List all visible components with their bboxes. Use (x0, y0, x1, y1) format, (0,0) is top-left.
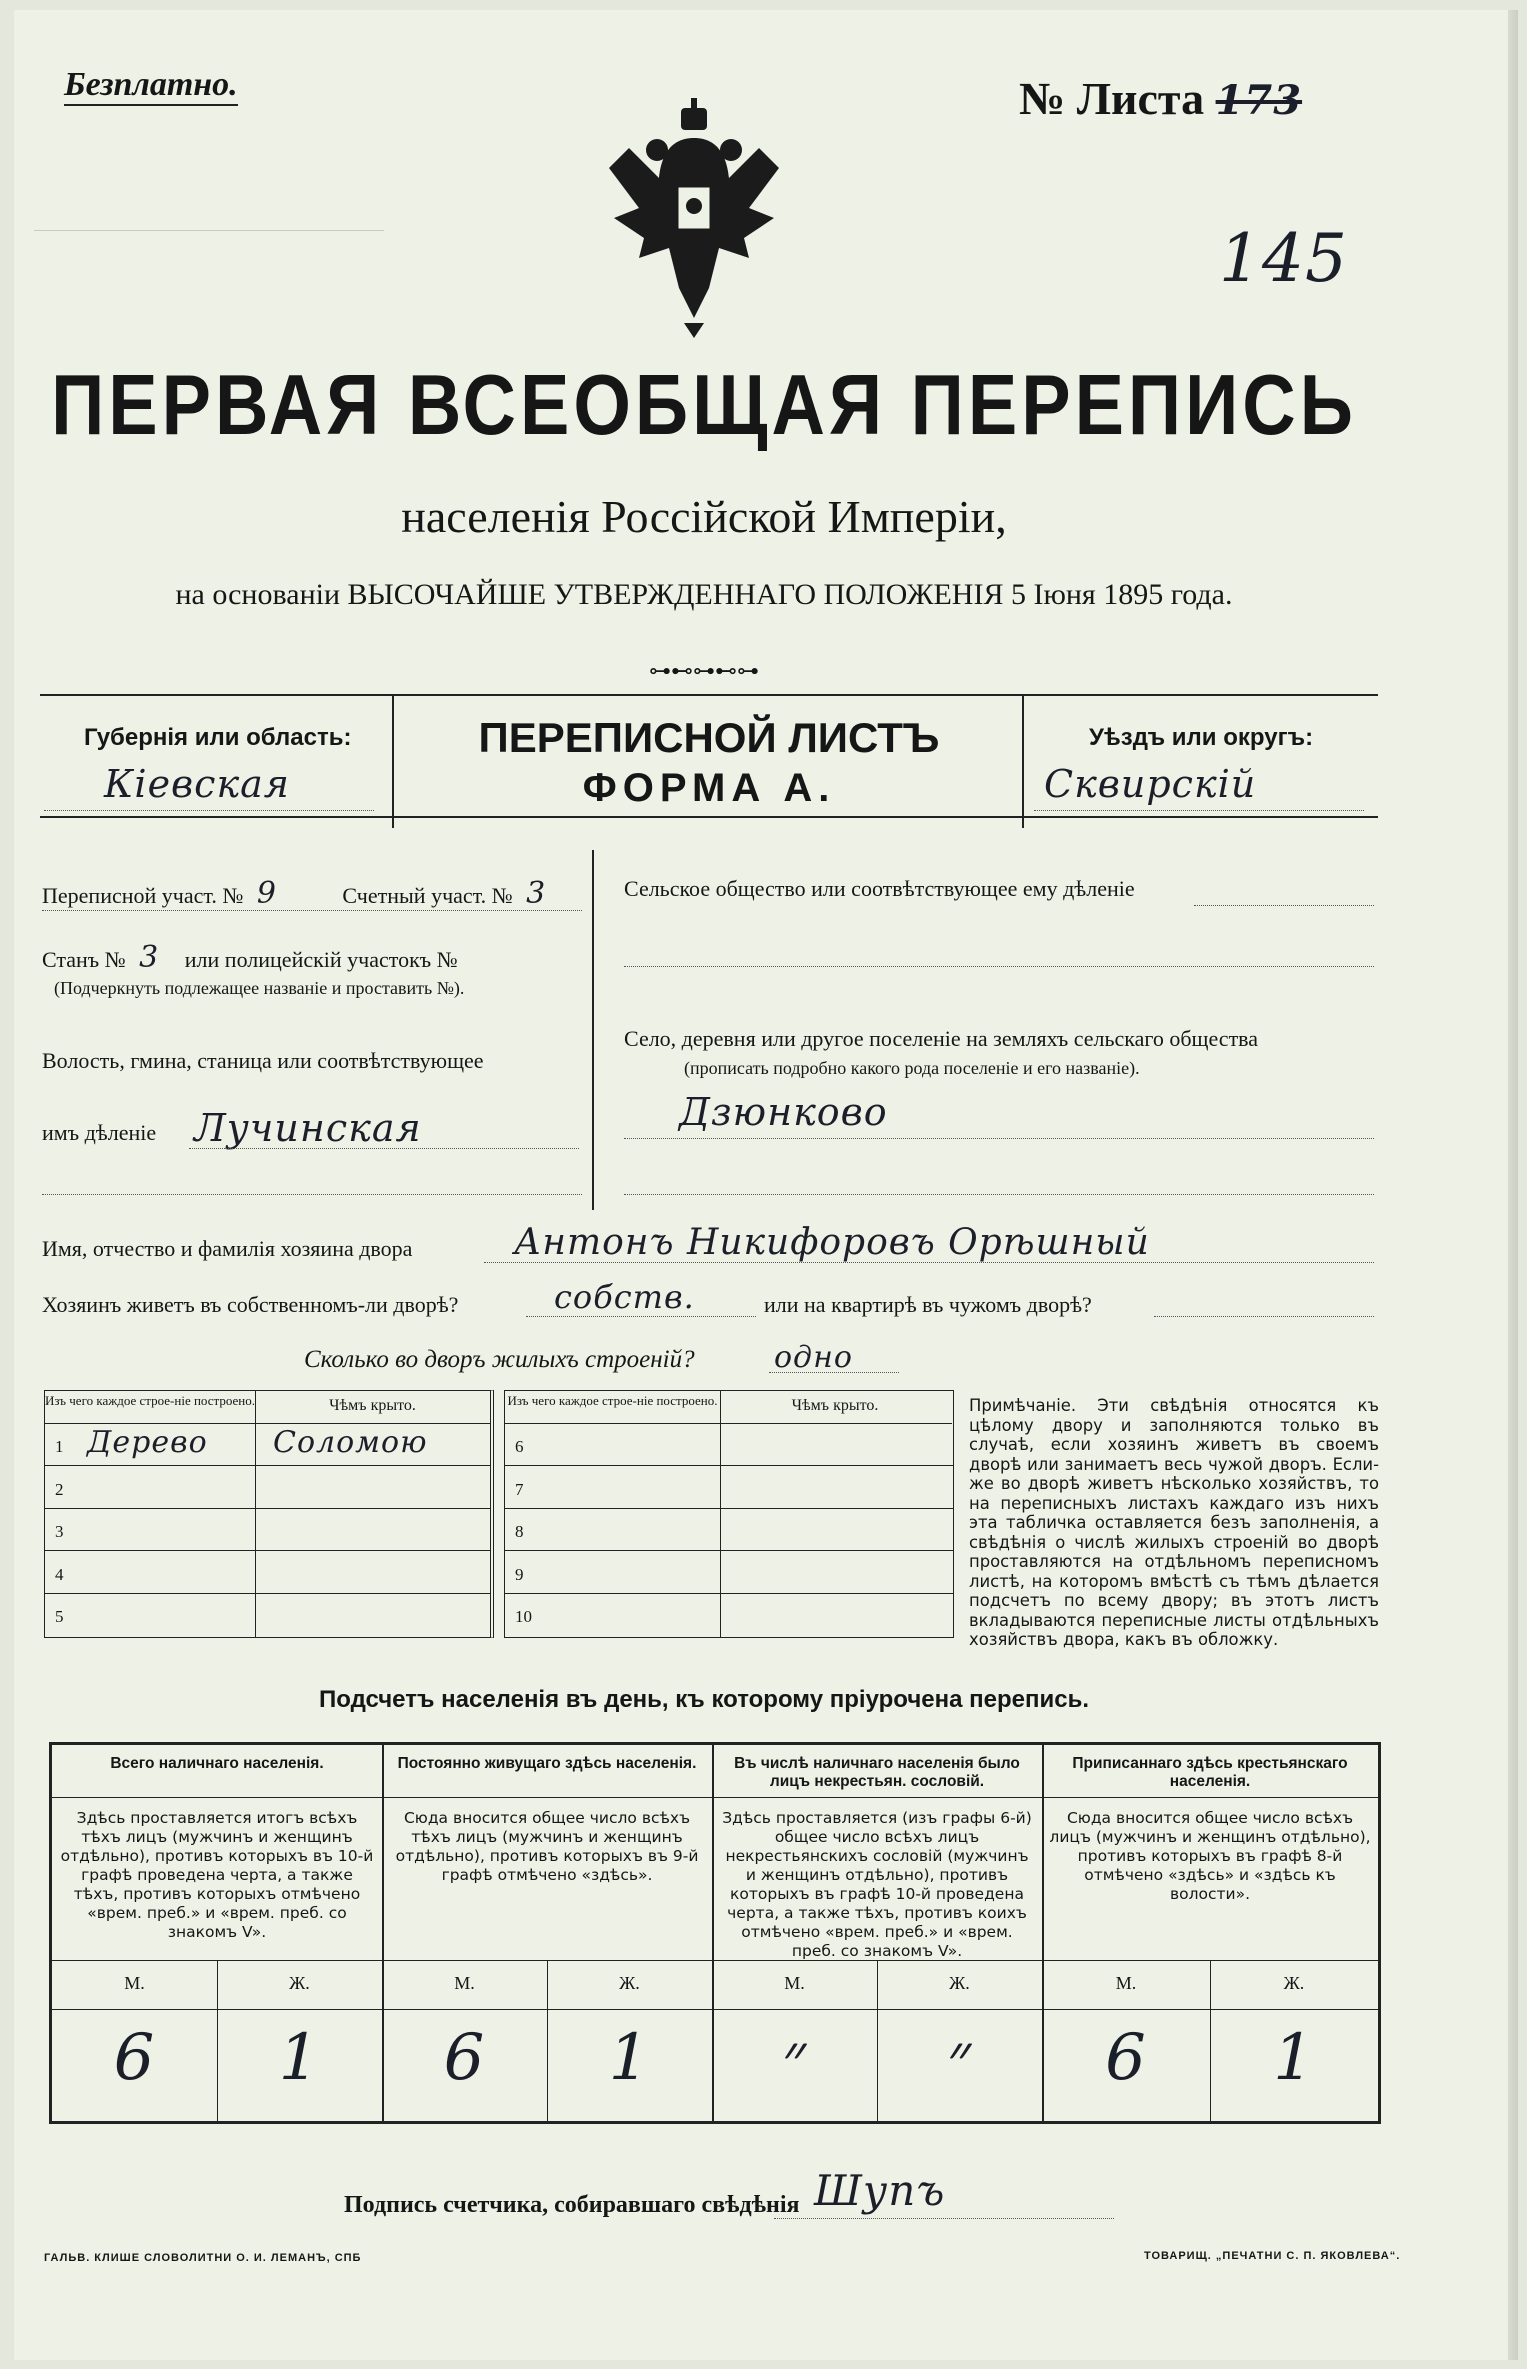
divider (40, 694, 1378, 696)
uezd-label: Уѣздъ или округъ: (1089, 724, 1314, 751)
count-column (1042, 1745, 1378, 2121)
divider (1042, 1797, 1378, 1798)
count-column-desc: Сюда вносится общее число всѣхъ лицъ (мужчинъ и женщинъ отдѣльно), противъ которыхъ въ графѣ 8-й отмѣчено «здѣсь» и «здѣсь къ волости». (1049, 1809, 1371, 1903)
note-text: Примѣчаніе. Эти свѣдѣнія относятся къ цѣлому двору и заполняются только въ случаѣ, если хозяинъ живетъ въ своемъ дворѣ или занимаетъ весь чужой дворъ. Если-же во дворѣ живетъ нѣсколько хозяйствъ, то на переписныхъ листахъ каждаго изъ нихъ эта табличка оставляется безъ заполненія, а свѣдѣнія о числѣ жилыхъ строеній во дворѣ проставляются на отдѣльномъ переписномъ листѣ, на которомъ вмѣстѣ съ тѣмъ дѣлается подсчетъ по всему двору; въ этотъ листъ вкладываются переписные листы отдѣльныхъ хозяйствъ двора, какъ въ обложку. (969, 1396, 1379, 1649)
sheet-number-label (1019, 72, 1302, 125)
row-number: 5 (55, 1607, 64, 1626)
police-label: или полицейскій участокъ № (184, 947, 458, 972)
male-count: 6 (1105, 2021, 1147, 2095)
stan-label: Станъ № (42, 947, 126, 972)
row-number: 7 (515, 1479, 524, 1499)
guberniya-value: Кіевская (104, 762, 290, 806)
fill-line (526, 1316, 756, 1317)
uezd-value: Сквирскій (1044, 762, 1257, 806)
male-header: М. (124, 1973, 145, 1993)
sheet-number-text: № Листа (1019, 73, 1205, 124)
male-header: М. (454, 1973, 475, 1993)
selo-note: (прописать подробно какого рода поселеніе и его названіе). (684, 1058, 1140, 1078)
fill-line (624, 1194, 1374, 1195)
count-column-head: Приписаннаго здѣсь крестьянскаго населенія. (1072, 1755, 1348, 1790)
female-header: Ж. (619, 1973, 640, 1993)
row-number: 9 (515, 1564, 524, 1584)
count-column (382, 1745, 712, 2121)
free-label: Безплатно. (64, 66, 238, 106)
divider (592, 850, 594, 1210)
row-number: 3 (55, 1522, 64, 1541)
count-column-head: Постоянно живущаго здѣсь населенія. (397, 1755, 697, 1772)
perepis-field (42, 876, 546, 911)
count-column (52, 1745, 382, 2121)
signature-value: Шупъ (814, 2166, 946, 2215)
volost-value: Лучинская (194, 1106, 422, 1150)
female-count: 1 (1273, 2021, 1315, 2095)
row-number: 1 (55, 1437, 64, 1456)
material-value: Дерево (87, 1425, 208, 1460)
count-column-desc: Сюда вносится общее число всѣхъ тѣхъ лицъ (мужчинъ и женщинъ отдѣльно), противъ которыхъ въ 9-й графѣ отмѣчено «здѣсь». (395, 1809, 699, 1884)
material-header: Изъ чего каждое строе-ніе построено. (507, 1393, 718, 1408)
title-main: ПЕРВАЯ ВСЕОБЩАЯ ПЕРЕПИСЬ (51, 356, 1357, 453)
selo-value: Дзюнково (679, 1090, 888, 1134)
building-row (505, 1508, 953, 1550)
divider (392, 694, 394, 828)
buildings-label: Сколько во дворъ жилыхъ строеній? (304, 1346, 695, 1373)
fill-line (774, 2218, 1114, 2219)
selo-label: Село, деревня или другое поселеніе на земляхъ сельскаго общества (624, 1026, 1259, 1051)
form-label: ФОРМА А. (582, 766, 836, 810)
title-sub: населенія Россійской Имперіи, (401, 491, 1007, 542)
volost-label: Волость, гмина, станица или соотвѣтствующее (42, 1048, 484, 1073)
stan-field (42, 940, 458, 975)
fill-line (769, 1372, 899, 1373)
female-count: ״ (946, 2021, 973, 2095)
footer-left: ГАЛЬВ. КЛИШЕ СЛОВОЛИТНИ О. И. ЛЕМАНЪ, СПБ (44, 2252, 362, 2264)
schet-label: Счетный участ. № (342, 883, 513, 908)
buildings-value: одно (774, 1340, 853, 1375)
divider (712, 1797, 1042, 1798)
police-note: (Подчеркнуть подлежащее названіе и проставить №). (54, 978, 465, 998)
fill-line (42, 1194, 582, 1195)
owner-or-label: или на квартирѣ въ чужомъ дворѣ? (764, 1292, 1092, 1317)
divider (1022, 694, 1024, 828)
female-header: Ж. (289, 1973, 310, 1993)
fill-line (1034, 810, 1364, 811)
row-number: 2 (55, 1479, 64, 1499)
female-count: 1 (278, 2021, 321, 2095)
count-table (49, 1742, 1381, 2124)
building-row (505, 1466, 953, 1508)
owner-name-label: Имя, отчество и фамилія хозяина двора (42, 1236, 413, 1261)
fill-line (44, 810, 374, 811)
roof-value: Соломою (273, 1425, 428, 1460)
owner-name-value: Антонъ Никифоровъ Орѣшный (514, 1222, 1150, 1263)
count-title: Подсчетъ населенія въ день, къ которому пріурочена перепись. (319, 1686, 1089, 1713)
roof-header: Чѣмъ крыто. (791, 1397, 879, 1414)
sheet-number-handwritten: 145 (1219, 220, 1348, 297)
male-count: ״ (781, 2021, 808, 2095)
fill-line (42, 910, 582, 911)
stan-value: 3 (139, 940, 160, 975)
count-column-desc: Здѣсь проставляется (изъ графы 6-й) общее число всѣхъ лицъ некрестьянскихъ сословій (мужчинъ и женщинъ отдѣльно), противъ которыхъ въ графѣ 10-й проведена черта, а также тѣхъ, противъ коихъ отмѣчено «врем. преб.» и «врем. преб. со знакомъ V». (722, 1809, 1032, 1960)
count-column-head: Въ числѣ наличнаго населенія было лицъ некрестьян. сословій. (734, 1755, 1020, 1790)
footer-right: ТОВАРИЩ. „ПЕЧАТНИ С. П. ЯКОВЛЕВА“. (1144, 2250, 1401, 2262)
divider (382, 1797, 712, 1798)
fill-line (1154, 1316, 1374, 1317)
female-header: Ж. (1283, 1973, 1305, 1993)
selskoe-label: Сельское общество или соотвѣтствующее ему дѣленіе (624, 876, 1135, 901)
buildings-table-right (504, 1390, 954, 1638)
building-row (45, 1508, 490, 1550)
count-column-desc: Здѣсь проставляется итогъ всѣхъ тѣхъ лицъ (мужчинъ и женщинъ отдѣльно), противъ которыхъ въ 10-й графѣ проведена черта, а также тѣхъ, противъ которыхъ отмѣчено «врем. преб.» и «врем. преб. со знакомъ V». (60, 1809, 374, 1941)
perepis-label: Переписной участ. № (42, 883, 244, 908)
fill-line (1194, 905, 1374, 906)
row-number: 10 (515, 1607, 532, 1626)
bleed-through (34, 230, 394, 231)
ornament-divider: ⊶⊷⊶⊷⊶ (649, 658, 759, 683)
guberniya-label: Губернія или область: (84, 724, 352, 751)
count-column-head: Всего наличнаго населенія. (110, 1755, 324, 1772)
female-header: Ж. (949, 1973, 970, 1993)
schet-value: 3 (526, 876, 547, 911)
building-row (45, 1593, 490, 1635)
divider (40, 816, 1378, 818)
sheet-title: ПЕРЕПИСНОЙ ЛИСТЪ (478, 714, 940, 761)
row-number: 6 (515, 1437, 524, 1456)
title-basis: на основаніи ВЫСОЧАЙШЕ УТВЕРЖДЕННАГО ПОЛОЖЕНІЯ 5 Іюня 1895 года. (175, 578, 1233, 611)
fill-line (624, 1138, 1374, 1139)
fill-line (624, 966, 1374, 967)
fill-line (484, 1262, 1374, 1263)
building-row (45, 1466, 490, 1508)
owner-lives-value: собств. (554, 1278, 695, 1316)
male-count: 6 (443, 2021, 486, 2095)
row-number: 8 (515, 1522, 524, 1541)
buildings-table-left (44, 1390, 494, 1638)
signature-label: Подпись счетчика, собиравшаго свѣдѣнія (344, 2192, 800, 2218)
roof-header: Чѣмъ крыто. (329, 1397, 416, 1414)
divider (52, 1797, 382, 1798)
building-row (505, 1551, 953, 1593)
building-row (505, 1593, 953, 1635)
count-column (712, 1745, 1042, 2121)
building-row (45, 1423, 490, 1465)
double-headed-eagle-icon (599, 98, 789, 338)
owner-lives-label: Хозяинъ живетъ въ собственномъ-ли дворѣ? (42, 1292, 459, 1317)
male-header: М. (784, 1973, 805, 1993)
sheet-number-struck: 173 (1215, 77, 1303, 124)
row-number: 4 (55, 1564, 64, 1584)
building-row (505, 1423, 953, 1465)
male-count: 6 (113, 2021, 156, 2095)
volost-label-2: имъ дѣленіе (42, 1120, 157, 1145)
fill-line (189, 1148, 579, 1149)
census-form-page (14, 10, 1514, 2360)
male-header: М. (1115, 1973, 1137, 1993)
female-count: 1 (608, 2021, 651, 2095)
material-header: Изъ чего каждое строе-ніе построено. (45, 1393, 255, 1408)
building-row (45, 1551, 490, 1593)
perepis-value: 9 (256, 876, 277, 911)
